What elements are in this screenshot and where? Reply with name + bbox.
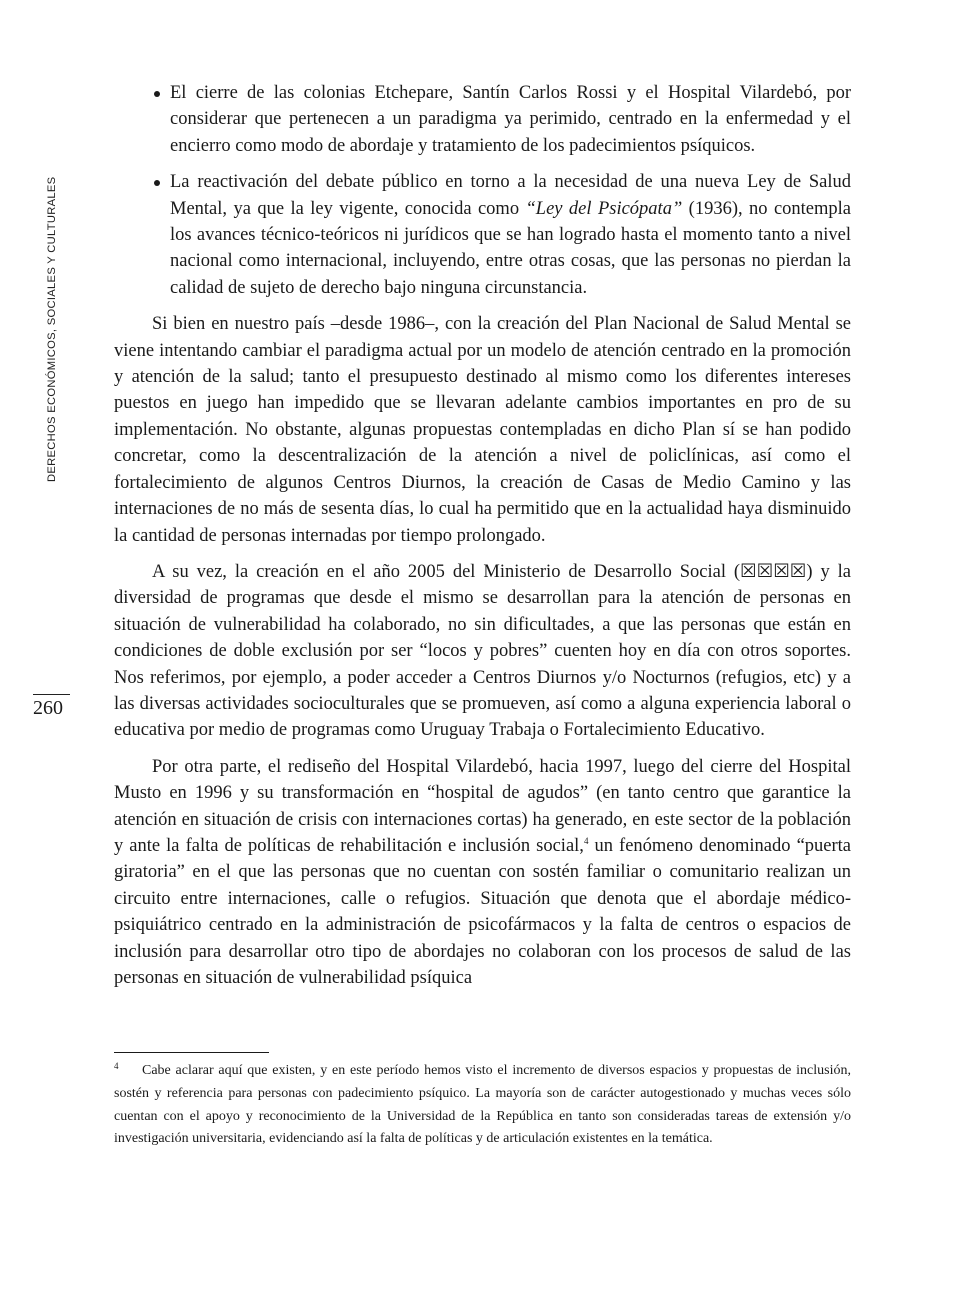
bullet-text-part: La reactivación del debate público en torno a la necesidad de una nueva Ley de Salud Mental, ya que la ley vigente, conocida como [170, 172, 851, 219]
footnote-text: Cabe aclarar aquí que existen, y en este período hemos visto el incremento de diversos espacios y propuestas de inclusión, sostén y referencia para personas con padecimiento psíquico. La mayoría son de carácter autogestionado y muchas veces sólo cuentan con el apoyo y reconocimiento de la Universidad de la República en tanto son consideradas tareas de extensión y/o investigación universitaria, evidenciando así la falta de políticas y de articulación existentes en la temática. [114, 1063, 851, 1147]
body-text [114, 80, 851, 1001]
bullet-item [114, 80, 851, 159]
paragraph-text-part: un fenómeno denominado “puerta giratoria” en el que las personas que no cuentan con sostén familiar o comunitario realizan un circuito entre internaciones, calle o refugios. Situación que denota que el abordaje médico-psiquiátrico centrado en la administración de psicofármacos y la falta de centros o espacios de inclusión para desarrollar otro tipo de abordajes no colaboran con los procesos de salud de las personas en situación de vulnerabilidad psíquica [114, 835, 852, 988]
paragraph: A su vez, la creación en el año 2005 del Ministerio de Desarrollo Social (☒☒☒☒) y la diversidad de programas que desde el mismo se desarrollan para la atención de personas en situación de vulnerabilidad ha colaborado, no sin dificultades, a que las personas que están en condiciones de doble exclusión por ser “locos y pobres” cuenten hoy en día con otros soportes. Nos referimos, por ejemplo, a poder acceder a Centros Diurnos y/o Nocturnos (refugios, etc) y a las diversas actividades socioculturales que se promueven, así como a alguna experiencia laboral o educativa por medio de programas como Uruguay Trabaja o Fortalecimiento Educativo. [114, 561, 851, 741]
bullet-text-part: (1936), no contempla los avances técnico-teóricos ni jurídicos que se han logrado hasta el momento tanto a nivel nacional como internacional, incluyendo, entre otras cosas, que las personas no pierdan la calidad de sujeto de derecho bajo ninguna circunstancia. [170, 198, 852, 298]
law-name: “Ley del Psicópata” [525, 198, 683, 219]
paragraph [114, 754, 851, 992]
page-number-rule [33, 694, 70, 695]
footnote-rule [114, 1052, 269, 1053]
bullet-icon [154, 180, 160, 186]
bullet-icon [154, 91, 160, 97]
footnote: 4 Cabe aclarar aquí que existen, y en este período hemos visto el incremento de diversos espacios y propuestas de inclusión, sostén y referencia para personas con padecimiento psíquico. La mayoría son de carácter autogestionado y muchas veces sólo cuentan con el apoyo y reconocimiento de la Universidad de la República en tanto son consideradas tareas de extensión y/o investigación universitaria, evidenciando así la falta de políticas y de articulación existentes en la temática. [114, 1061, 851, 1147]
bullet-item [114, 169, 851, 301]
running-header: DERECHOS ECONÓMICOS, SOCIALES Y CULTURALES [46, 176, 58, 482]
bullet-text: El cierre de las colonias Etchepare, Santín Carlos Rossi y el Hospital Vilardebó, por considerar que pertenecen a un paradigma ya perimido, centrado en la enfermedad y el encierro como modo de abordaje y tratamiento de los padecimientos psíquicos. [170, 83, 851, 156]
paragraph: Si bien en nuestro país –desde 1986–, con la creación del Plan Nacional de Salud Mental se viene intentando cambiar el paradigma actual por un modelo de atención centrado en la promoción y atención de la salud; tanto el presupuesto destinado al mismo como los diferentes intereses puestos en juego han impedido que se llevaran adelante cambios importantes en pro de su implementación. No obstante, algunas propuestas contempladas en dicho Plan sí se han podido concretar, como la descentralización de la atención a nivel de policlínicas, así como el fortalecimiento de algunos Centros Diurnos, la creación de Casas de Medio Camino y las internaciones de no más de sesenta días, lo cual ha permitido que en la actualidad haya disminuido la cantidad de personas internadas por tiempo prolongado. [114, 314, 851, 546]
paragraph-text-part: Por otra parte, el rediseño del Hospital Vilardebó, hacia 1997, luego del cierre del Hospital Musto en 1996 y su transformación en “hospital de agudos” (en tanto centro que garantice la atención en situación de crisis con internaciones cortas) ha generado, en este sector de la población y ante la falta de políticas de rehabilitación e inclusión social, [114, 756, 851, 856]
footnote-reference[interactable]: 4 [583, 835, 589, 846]
page-number: 260 [33, 697, 63, 719]
